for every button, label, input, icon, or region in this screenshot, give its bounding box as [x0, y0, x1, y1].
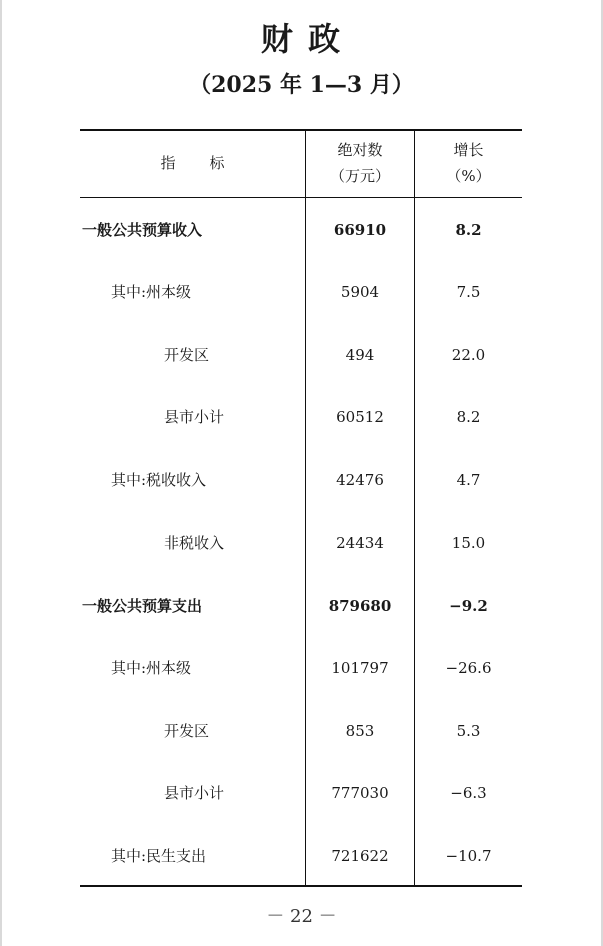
row-value: 5904	[340, 283, 380, 301]
row-growth: 15.0	[451, 534, 486, 552]
row-label: 县市小计	[164, 784, 225, 802]
table-row	[80, 711, 522, 751]
page-number: － 22 －	[266, 906, 337, 927]
header-absolute	[306, 129, 414, 197]
page-subtitle: （2025 年 1—3 月）	[189, 72, 414, 98]
header-growth-unit: （%）	[446, 167, 491, 185]
row-growth: −9.2	[449, 597, 488, 615]
header-indicator	[80, 129, 305, 197]
table-row	[80, 648, 522, 688]
row-label: 开发区	[164, 346, 210, 364]
row-growth: 4.7	[456, 471, 481, 489]
page-title: 财 政	[260, 20, 343, 58]
header-indicator-char-1: 指	[160, 154, 176, 172]
header-absolute-label: 绝对数	[337, 141, 383, 159]
row-growth: −26.6	[445, 659, 492, 677]
row-growth: 8.2	[456, 408, 481, 426]
header-absolute-unit: （万元）	[329, 167, 390, 185]
table-row	[80, 586, 522, 626]
row-label: 县市小计	[164, 408, 225, 426]
table-bottom-rule	[80, 885, 522, 887]
row-value: 24434	[336, 534, 384, 552]
row-value: 101797	[331, 659, 389, 677]
row-value: 66910	[333, 221, 387, 239]
table-row	[80, 773, 522, 813]
row-label: 其中:税收收入	[111, 471, 207, 489]
table-row	[80, 460, 522, 500]
row-value: 42476	[336, 471, 384, 489]
row-growth: −10.7	[445, 847, 492, 865]
row-growth: 22.0	[451, 346, 486, 364]
row-label: 其中:民生支出	[111, 847, 207, 865]
row-label: 开发区	[164, 722, 210, 740]
page-edge-left	[0, 0, 2, 946]
row-label: 非税收入	[164, 534, 225, 552]
row-label: 一般公共预算支出	[82, 597, 203, 615]
row-growth: 5.3	[456, 722, 481, 740]
row-label: 其中:州本级	[111, 283, 192, 301]
table-header-rule	[80, 197, 522, 198]
row-growth: −6.3	[450, 784, 487, 802]
row-growth: 7.5	[456, 283, 481, 301]
header-indicator-char-2: 标	[209, 154, 225, 172]
row-value: 60512	[336, 408, 384, 426]
table-row	[80, 272, 522, 312]
table-row	[80, 397, 522, 437]
row-label: 一般公共预算收入	[82, 221, 203, 239]
header-growth	[415, 129, 522, 197]
row-value: 777030	[331, 784, 389, 802]
header-growth-label: 增长	[453, 141, 484, 159]
table-row	[80, 523, 522, 563]
row-growth: 8.2	[455, 221, 482, 239]
row-value: 879680	[328, 597, 392, 615]
row-label: 其中:州本级	[111, 659, 192, 677]
table-row	[80, 210, 522, 250]
table-row	[80, 836, 522, 876]
finance-table	[80, 129, 522, 887]
row-value: 494	[345, 346, 375, 364]
row-value: 721622	[331, 847, 389, 865]
table-row	[80, 335, 522, 375]
row-value: 853	[345, 722, 375, 740]
